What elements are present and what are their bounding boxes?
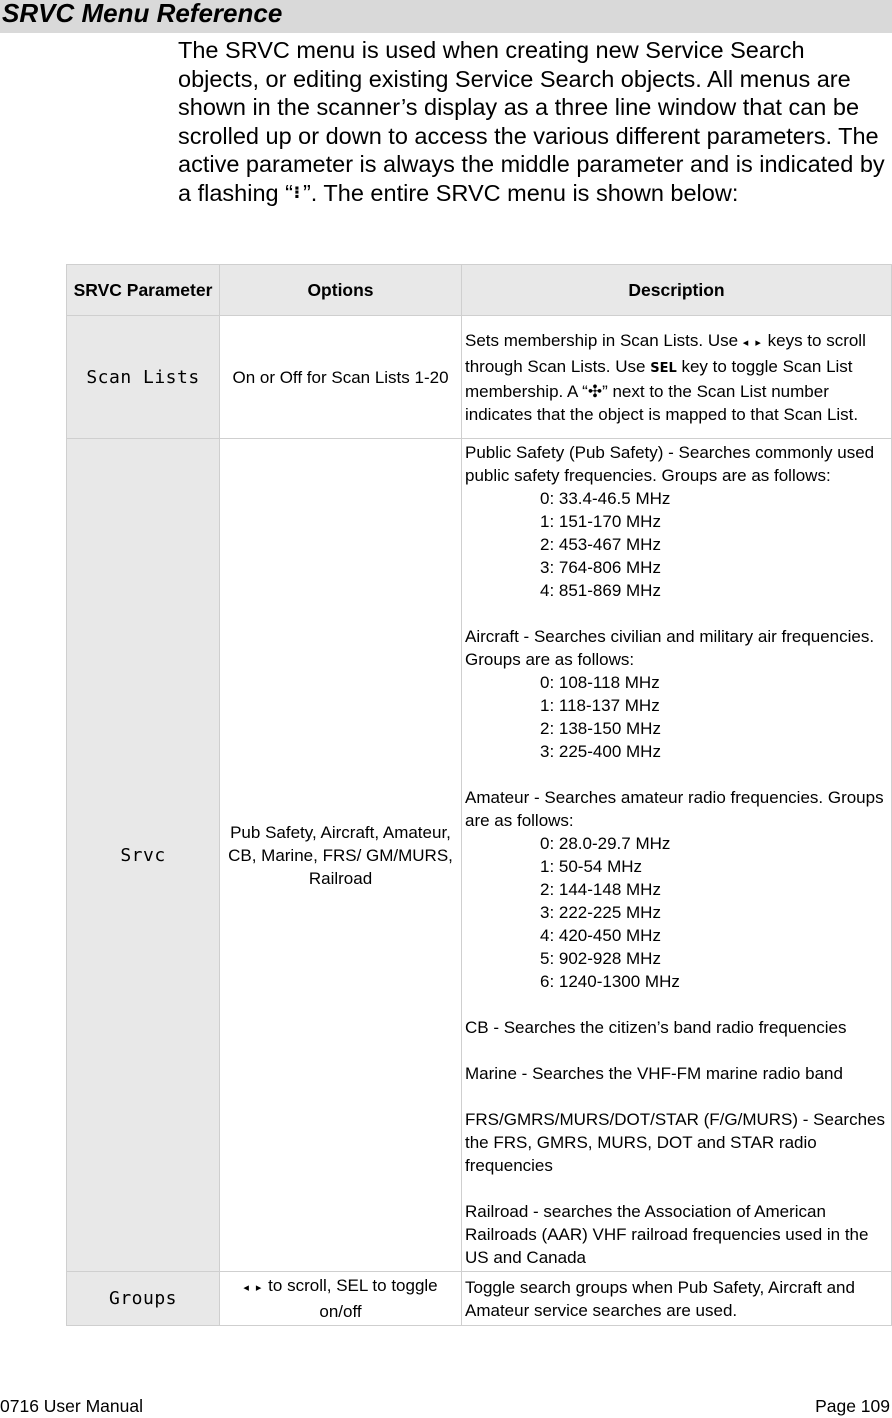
- desc-text: Sets membership in Scan Lists. Use: [465, 330, 743, 350]
- desc-text: key to toggle Scan List membership. A “: [465, 356, 853, 401]
- amateur-intro: Amateur - Searches amateur radio frequencies. Groups are as follows:: [465, 788, 884, 830]
- header-options: Options: [220, 265, 462, 316]
- title-bar: [0, 0, 892, 33]
- aircraft-block: [465, 625, 888, 763]
- aircraft-intro: Aircraft - Searches civilian and military air frequencies. Groups are as follows:: [465, 627, 875, 669]
- desc-text: ” next to the Scan List number indicates that the object is mapped to that Scan List.: [465, 381, 859, 424]
- list-item: 3: 222-225 MHz: [540, 903, 661, 922]
- param-srvc-label: Srvc: [120, 844, 166, 866]
- list-item: 0: 28.0-29.7 MHz: [540, 834, 671, 853]
- options-groups: [220, 1272, 462, 1326]
- param-groups-label: Groups: [108, 1288, 178, 1309]
- desc-text: keys to scroll through Scan Lists. Use: [465, 330, 866, 376]
- amateur-block: [465, 786, 888, 993]
- description-srvc: [462, 439, 892, 1272]
- list-item: 4: 851-869 MHz: [540, 581, 661, 600]
- frs-block: FRS/GMRS/MURS/DOT/STAR (F/G/MURS) - Searches the FRS, GMRS, MURS, DOT and STAR radio frequencies: [465, 1110, 885, 1175]
- intro-text-before: The SRVC menu is used when creating new Service Search objects, or editing existing Service Search objects. All menus are shown in the scanner’s display as a three line window that can be scrolled up or down to access the various different parameters. The active parameter is always the middle parameter and is indicated by a flashing “: [178, 37, 885, 206]
- list-item: 3: 764-806 MHz: [540, 558, 661, 577]
- list-item: 2: 138-150 MHz: [540, 719, 661, 738]
- table-row-scan-lists: [67, 316, 892, 439]
- header-parameter: SRVC Parameter: [67, 265, 220, 316]
- left-right-arrows-icon: ◂ ▸: [243, 1282, 264, 1294]
- public-safety-block: [465, 441, 888, 602]
- list-item: 2: 453-467 MHz: [540, 535, 661, 554]
- table-header-row: [67, 265, 892, 316]
- public-safety-intro: Public Safety (Pub Safety) - Searches commonly used public safety frequencies. Groups are as follows:: [465, 443, 875, 485]
- intro-paragraph: [178, 36, 890, 209]
- footer-manual-name: 0716 User Manual: [0, 1396, 143, 1416]
- page-title: SRVC Menu Reference: [2, 0, 283, 28]
- list-item: 1: 118-137 MHz: [540, 696, 660, 715]
- list-item: 0: 108-118 MHz: [540, 673, 660, 692]
- param-scan-lists: [67, 316, 220, 439]
- srvc-reference-table: [66, 264, 892, 1326]
- marine-block: Marine - Searches the VHF-FM marine radio band: [465, 1064, 843, 1083]
- header-description: Description: [462, 265, 892, 316]
- table-row-groups: [67, 1272, 892, 1326]
- cb-block: CB - Searches the citizen’s band radio frequencies: [465, 1018, 847, 1037]
- description-groups: Toggle search groups when Pub Safety, Aircraft and Amateur service searches are used.: [462, 1272, 892, 1326]
- param-scan-lists-label: Scan Lists: [86, 366, 200, 388]
- table-row-srvc: [67, 439, 892, 1272]
- list-item: 5: 902-928 MHz: [540, 949, 661, 968]
- list-item: 1: 151-170 MHz: [540, 512, 661, 531]
- param-srvc: [67, 439, 220, 1272]
- param-groups: [67, 1272, 220, 1326]
- sel-key-label: SEL: [650, 360, 677, 376]
- footer-page-number: Page 109: [815, 1396, 890, 1416]
- railroad-block: Railroad - searches the Association of American Railroads (AAR) VHF railroad frequencies used in the US and Canada: [465, 1202, 869, 1267]
- options-scan-lists: On or Off for Scan Lists 1-20: [220, 316, 462, 439]
- options-groups-text: to scroll, SEL to toggle on/off: [263, 1276, 438, 1321]
- left-right-arrows-icon: ◂ ▸: [742, 336, 763, 349]
- list-item: 0: 33.4-46.5 MHz: [540, 489, 671, 508]
- list-item: 1: 50-54 MHz: [540, 857, 643, 876]
- list-item: 4: 420-450 MHz: [540, 926, 661, 945]
- flashing-indicator-icon: ⠇: [292, 185, 306, 203]
- intro-text-after: ”. The entire SRVC menu is shown below:: [302, 179, 739, 206]
- list-item: 6: 1240-1300 MHz: [540, 972, 680, 991]
- membership-mark-icon: ✣: [587, 381, 603, 401]
- description-scan-lists: [462, 316, 892, 439]
- list-item: 3: 225-400 MHz: [540, 742, 661, 761]
- list-item: 2: 144-148 MHz: [540, 880, 661, 899]
- options-srvc: Pub Safety, Aircraft, Amateur, CB, Marine, FRS/ GM/MURS, Railroad: [220, 439, 462, 1272]
